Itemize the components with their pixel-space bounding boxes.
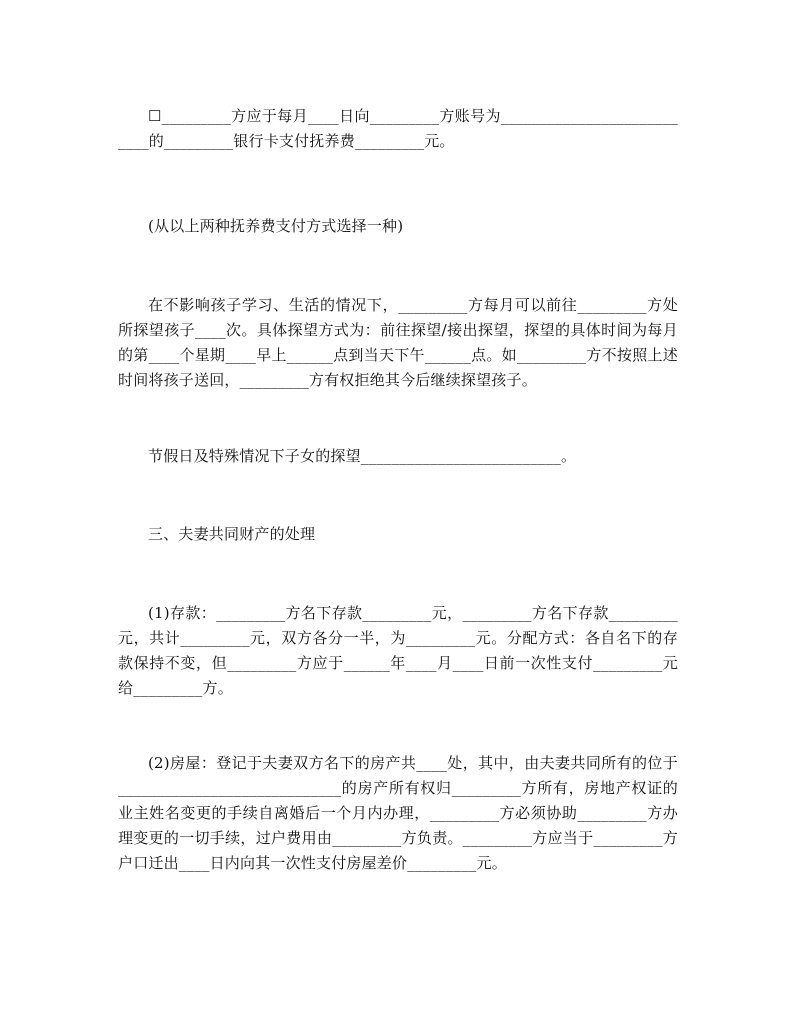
housing-paragraph: (2)房屋：登记于夫妻双方名下的房产共____处，其中，由夫妻共同所有的位于_____________________________的房产所有权归_________方所有，房地产权证的业主姓名变更的手续自离婚后一个月内办理，_________方必须协助_________方办理变更的一切手续，过户费用由_________方负责。_________方应当于_________方户口迁出____日内向其一次性支付房屋差价_________元。: [118, 754, 678, 872]
payment-method-note: (从以上两种抚养费支付方式选择一种): [148, 217, 404, 235]
visitation-paragraph: 在不影响孩子学习、生活的情况下，_________方每月可以前往_________方处所探望孩子____次。具体探望方式为：前往探望/接出探望，探望的具体时间为每月的第____个星期____早上______点到当天下午______点。如_________方不按照上述时间将孩子送回，_________方有权拒绝其今后继续探望孩子。: [118, 296, 678, 389]
holiday-visitation-paragraph: 节假日及特殊情况下子女的探望__________________________。: [148, 447, 577, 465]
section-heading-joint-property: 三、夫妻共同财产的处理: [148, 525, 316, 543]
payment-clause-paragraph: ☐_________方应于每月____日向_________方账号为___________________________的_________银行卡支付抚养费_________元。: [118, 107, 678, 150]
deposits-paragraph: (1)存款：_________方名下存款_________元，_________方名下存款_________元，共计_________元，双方各分一半，为_________元。分配方式：各自名下的存款保持不变，但_________方应于______年____月____日前一次性支付_________元给_________方。: [118, 604, 678, 697]
